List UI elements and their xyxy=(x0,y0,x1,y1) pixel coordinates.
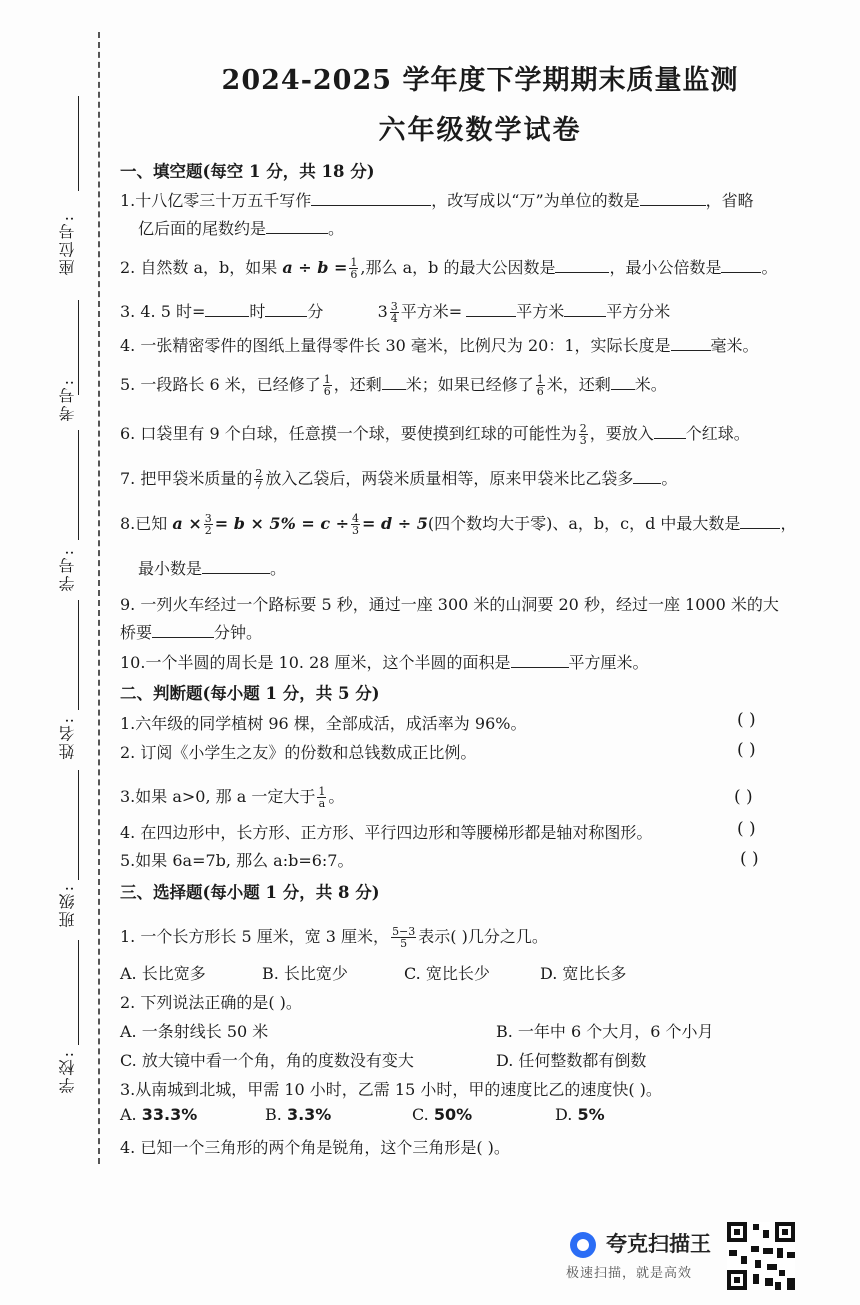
choice-2-option-d[interactable]: D. 任何整数都有倒数 xyxy=(496,1051,647,1070)
choice-1-option-d[interactable]: D. 宽比长多 xyxy=(540,964,627,983)
judge-3-answer[interactable]: ( ) xyxy=(734,787,753,807)
judge-2: 2. 订阅《小学生之友》的份数和总钱数成正比例。 xyxy=(120,743,477,762)
question-1-2: 2. 自然数 a，b，如果 a ÷ b = $\frac{1}{6}$ ,那么 a，b 的最大公因数是 ，最小公倍数是 。 xyxy=(120,256,778,281)
section-1-title: 一、填空题(每空 1 分，共 18 分) xyxy=(120,162,375,181)
choice-1: 1. 一个长方形长 5 厘米，宽 3 厘米， $\frac{5-3}{5}$ 表示( )几分之几。 xyxy=(120,925,548,950)
class-line xyxy=(78,770,79,880)
choice-2-option-c[interactable]: C. 放大镜中看一个角，角的度数没有变大 xyxy=(120,1051,414,1070)
scanner-watermark xyxy=(566,1218,726,1281)
choice-1-option-a[interactable]: A. 长比宽多 xyxy=(120,964,206,983)
choice-3: 3.从南城到北城，甲需 10 小时，乙需 15 小时，甲的速度比乙的速度快( )。 xyxy=(120,1080,662,1099)
question-1-7: 7. 把甲袋米质量的 $\frac{2}{7}$ 放入乙袋后，两袋米质量相等，原来甲袋米比乙袋多 。 xyxy=(120,467,678,492)
choice-1-option-b[interactable]: B. 长比宽少 xyxy=(262,964,348,983)
judge-2-answer[interactable]: ( ) xyxy=(737,740,756,760)
choice-1-option-c[interactable]: C. 宽比长少 xyxy=(404,964,490,983)
question-1-10: 10.一个半圆的周长是 10. 28 厘米，这个半圆的面积是 平方厘米。 xyxy=(120,653,649,672)
quark-logo-icon xyxy=(570,1232,596,1258)
choice-2: 2. 下列说法正确的是( )。 xyxy=(120,993,302,1012)
judge-4: 4. 在四边形中，长方形、正方形、平行四边形和等腰梯形都是轴对称图形。 xyxy=(120,823,653,842)
question-1-6: 6. 口袋里有 9 个白球，任意摸一个球，要使摸到红球的可能性为 $\frac{2}{3}$ ，要放入 个红球。 xyxy=(120,422,750,447)
question-1-8-cont: 最小数是 。 xyxy=(138,559,287,578)
class-label: 班级: xyxy=(58,884,77,928)
choice-3-option-d[interactable]: D. 5% xyxy=(555,1105,605,1124)
qr-code-icon xyxy=(727,1222,795,1290)
choice-2-option-a[interactable]: A. 一条射线长 50 米 xyxy=(120,1022,269,1041)
section-3-title: 三、选择题(每小题 1 分，共 8 分) xyxy=(120,883,380,902)
student-id-line xyxy=(78,430,79,540)
exam-title: 2024-2025 学年度下学期期末质量监测 xyxy=(221,65,739,96)
judge-3: 3.如果 a>0, 那 a 一定大于 $\frac{1}{a}$ 。 xyxy=(120,785,345,810)
judge-1: 1.六年级的同学植树 96 棵，全部成活，成活率为 96%。 xyxy=(120,714,527,733)
judge-5-answer[interactable]: ( ) xyxy=(740,849,759,869)
choice-2-option-b[interactable]: B. 一年中 6 个大月，6 个小月 xyxy=(496,1022,714,1041)
brand-slogan: 极速扫描，就是高效 xyxy=(566,1266,693,1281)
question-1-8: 8.已知 a × $\frac{3}{2}$ = b × 5% = c ÷ $\frac{4}{3}$ = d ÷ 5(四个数均大于零)、a，b，c，d 中最大数是 ， xyxy=(120,512,797,537)
question-1-1-cont: 亿后面的尾数约是 。 xyxy=(138,219,345,238)
section-2-title: 二、判断题(每小题 1 分，共 5 分) xyxy=(120,684,380,703)
name-label: 姓名: xyxy=(58,716,77,760)
choice-3-option-b[interactable]: B. 3.3% xyxy=(265,1105,332,1124)
school-label: 学校: xyxy=(58,1050,77,1094)
judge-5: 5.如果 6a=7b, 那么 a:b=6:7。 xyxy=(120,851,354,870)
choice-3-option-c[interactable]: C. 50% xyxy=(412,1105,473,1124)
choice-3-option-a[interactable]: A. 33.3% xyxy=(120,1105,198,1124)
binding-dashed-line xyxy=(98,32,100,1164)
school-line xyxy=(78,940,79,1045)
brand-name: 夸克扫描王 xyxy=(606,1232,711,1256)
seat-line xyxy=(78,96,79,191)
choice-4: 4. 已知一个三角形的两个角是锐角，这个三角形是( )。 xyxy=(120,1138,510,1157)
question-1-1: 1.十八亿零三十万五千写作 ，改写成以“万”为单位的数是 ，省略 xyxy=(120,191,754,210)
question-1-9-cont: 桥要 分钟。 xyxy=(120,623,263,642)
name-line xyxy=(78,600,79,710)
judge-4-answer[interactable]: ( ) xyxy=(737,819,756,839)
question-1-9: 9. 一列火车经过一个路标要 5 秒，通过一座 300 米的山洞要 20 秒，经过一座 1000 米的大 xyxy=(120,595,779,614)
student-id-label: 学号: xyxy=(58,548,77,592)
judge-1-answer[interactable]: ( ) xyxy=(737,710,756,730)
seat-label: 座位号: xyxy=(58,214,77,276)
question-1-4: 4. 一张精密零件的图纸上量得零件长 30 毫米，比例尺为 20：1，实际长度是 毫米。 xyxy=(120,336,759,355)
question-1-3: 3. 4. 5 时= 时 分 3 $\frac{3}{4}$ 平方米= 平方米 平方分米 xyxy=(120,300,671,325)
exam-subtitle: 六年级数学试卷 xyxy=(378,115,582,146)
question-1-5: 5. 一段路长 6 米，已经修了 $\frac{1}{6}$ ，还剩 米；如果已经修了 $\frac{1}{6}$ 米，还剩 米。 xyxy=(120,373,667,398)
exam-number-label: 考号: xyxy=(58,378,77,422)
